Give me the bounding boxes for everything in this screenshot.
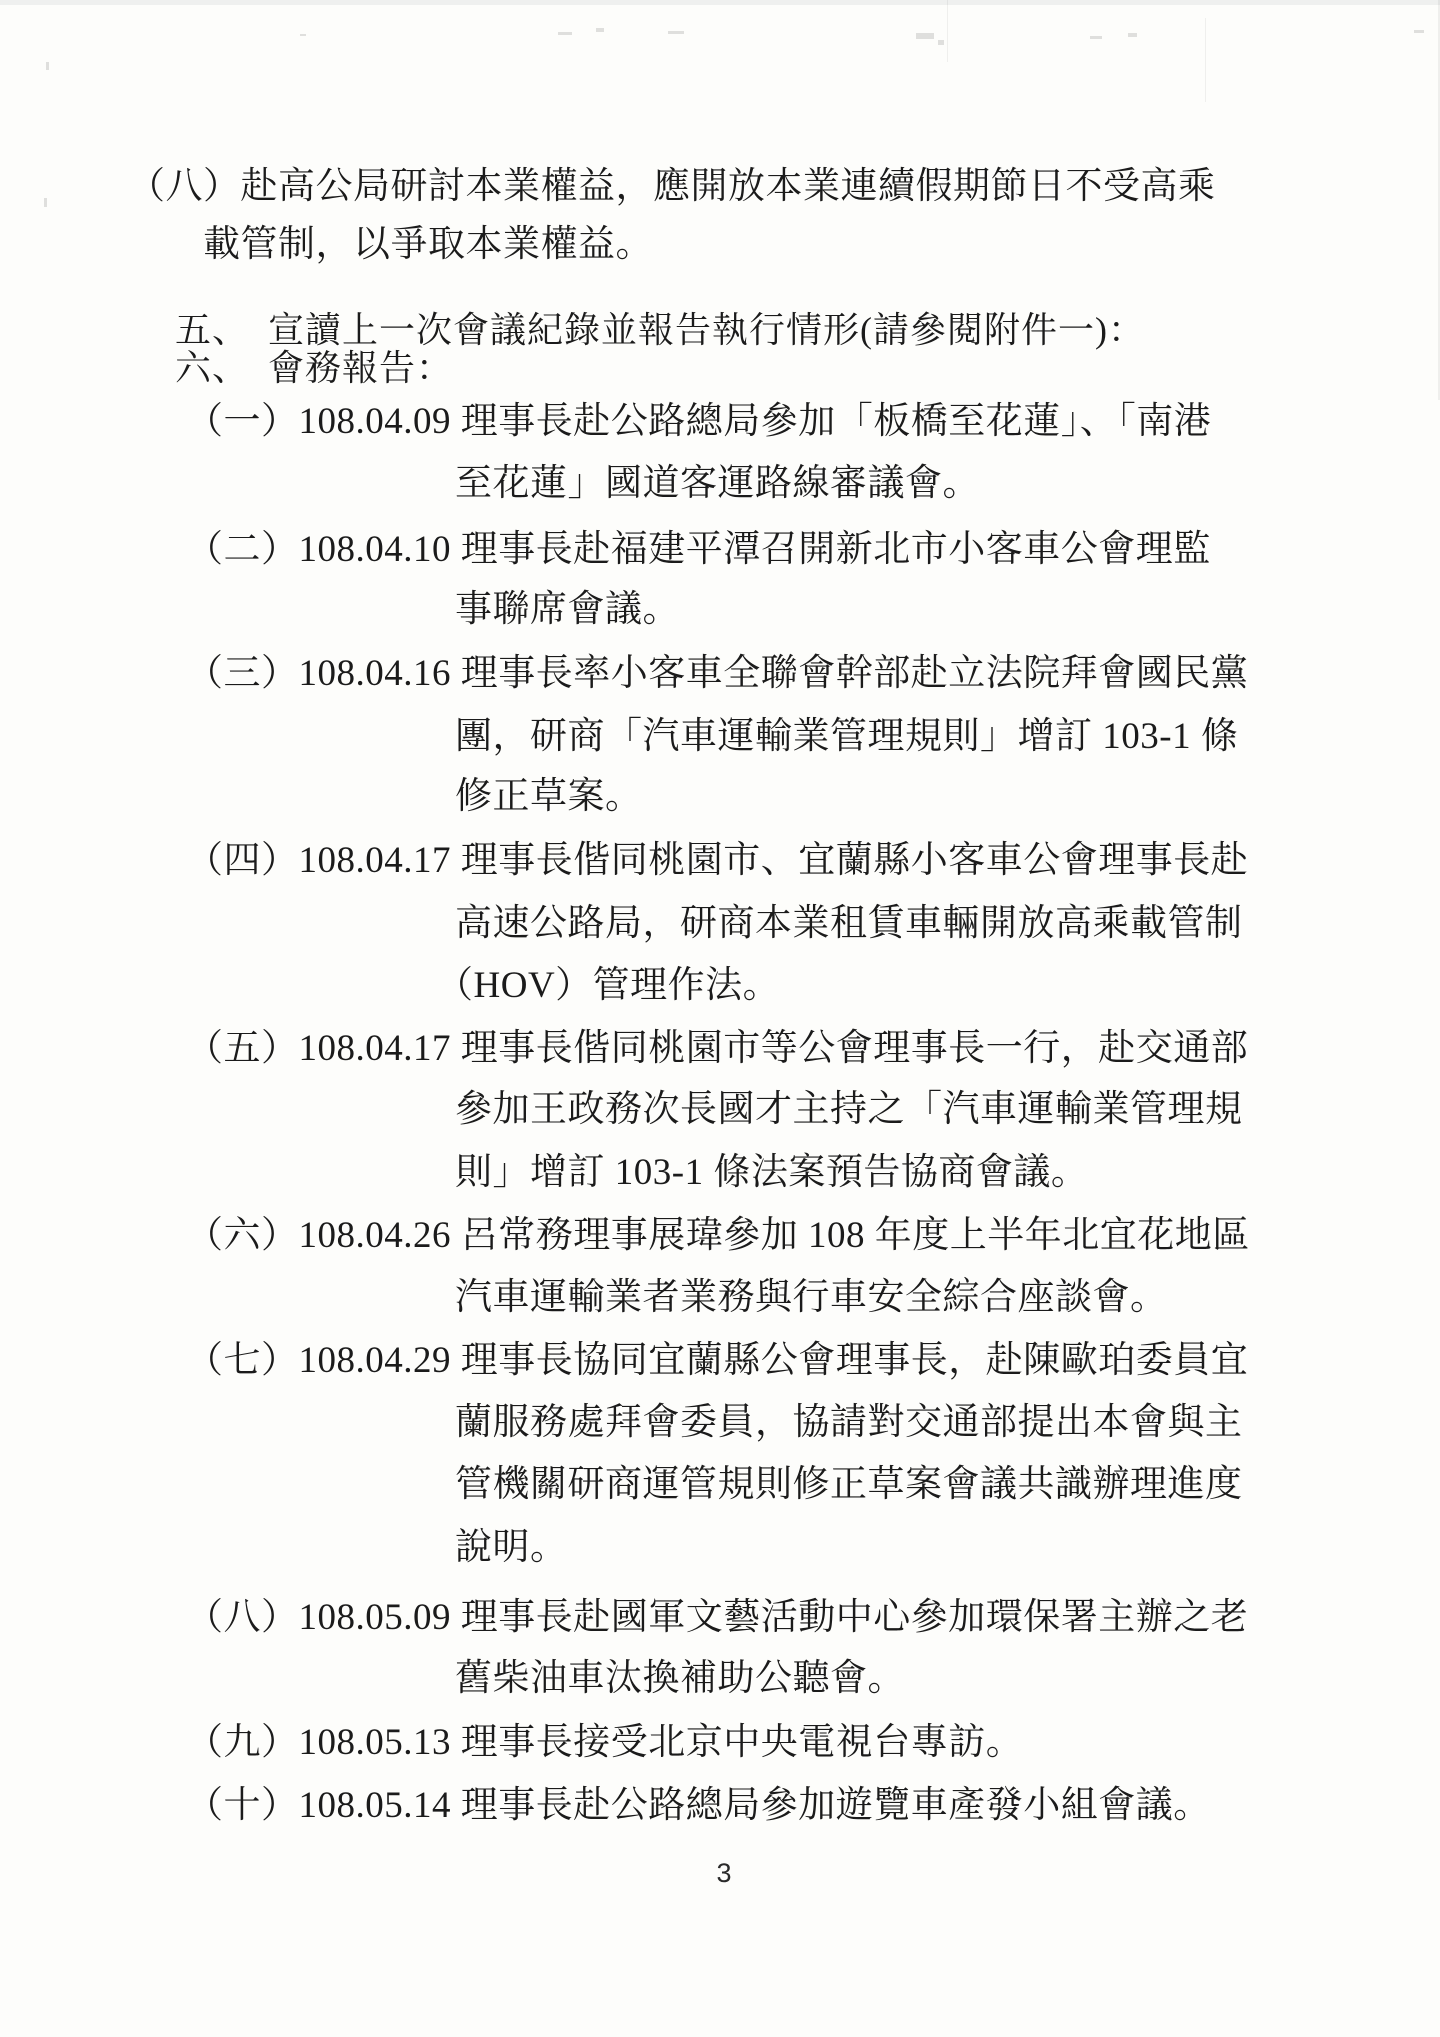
- scanner-edge-band: [0, 0, 1440, 5]
- report-2-line-1: （二）108.04.10 理事長赴福建平潭召開新北市小客車公會理監: [186, 529, 1211, 570]
- report-2-line-2: 事聯席會議。: [455, 589, 680, 630]
- report-5-line-2: 參加王政務次長國才主持之「汽車運輸業管理規: [455, 1089, 1243, 1130]
- report-3-line-2: 團，研商「汽車運輸業管理規則」增訂 103-1 條: [455, 716, 1239, 757]
- report-7-line-1: （七）108.04.29 理事長協同宜蘭縣公會理事長，赴陳歐珀委員宜: [186, 1340, 1249, 1381]
- carryover-item-line-2: 載管制，以爭取本業權益。: [203, 224, 653, 265]
- report-4-line-2: 高速公路局，研商本業租賃車輛開放高乘載管制: [455, 903, 1243, 944]
- report-6-line-2: 汽車運輸業者業務與行車安全綜合座談會。: [455, 1277, 1168, 1318]
- report-4-line-1: （四）108.04.17 理事長偕同桃園市、宜蘭縣小客車公會理事長赴: [186, 840, 1249, 881]
- report-7-line-4: 說明。: [455, 1527, 568, 1568]
- report-5-line-3: 則」增訂 103-1 條法案預告協商會議。: [455, 1152, 1089, 1193]
- report-9-line-1: （九）108.05.13 理事長接受北京中央電視台專訪。: [186, 1722, 1024, 1763]
- report-1-line-1: （一）108.04.09 理事長赴公路總局參加「板橋至花蓮」、「南港: [186, 401, 1212, 442]
- report-6-line-1: （六）108.04.26 呂常務理事展瑋參加 108 年度上半年北宜花地區: [186, 1215, 1250, 1256]
- report-5-line-1: （五）108.04.17 理事長偕同桃園市等公會理事長一行，赴交通部: [186, 1028, 1249, 1069]
- section-heading-6: 六、 會務報告：: [175, 348, 454, 388]
- report-3-line-1: （三）108.04.16 理事長率小客車全聯會幹部赴立法院拜會國民黨: [186, 653, 1249, 694]
- report-7-line-2: 蘭服務處拜會委員，協請對交通部提出本會與主: [455, 1402, 1243, 1443]
- page-number: 3: [716, 1858, 732, 1888]
- section-heading-5: 五、 宣讀上一次會議紀錄並報告執行情形(請參閱附件一)：: [175, 310, 1145, 350]
- carryover-item-line-1: （八）赴高公局研討本業權益，應開放本業連續假期節日不受高乘: [128, 166, 1216, 207]
- report-8-line-2: 舊柴油車汰換補助公聽會。: [455, 1658, 905, 1699]
- report-1-line-2: 至花蓮」國道客運路線審議會。: [455, 463, 980, 504]
- report-10-line-1: （十）108.05.14 理事長赴公路總局參加遊覽車產發小組會議。: [186, 1785, 1211, 1826]
- report-4-line-3: （HOV）管理作法。: [436, 965, 781, 1006]
- report-3-line-3: 修正草案。: [455, 776, 643, 817]
- report-8-line-1: （八）108.05.09 理事長赴國軍文藝活動中心參加環保署主辦之老: [186, 1597, 1249, 1638]
- report-7-line-3: 管機關研商運管規則修正草案會議共識辦理進度: [455, 1464, 1243, 1505]
